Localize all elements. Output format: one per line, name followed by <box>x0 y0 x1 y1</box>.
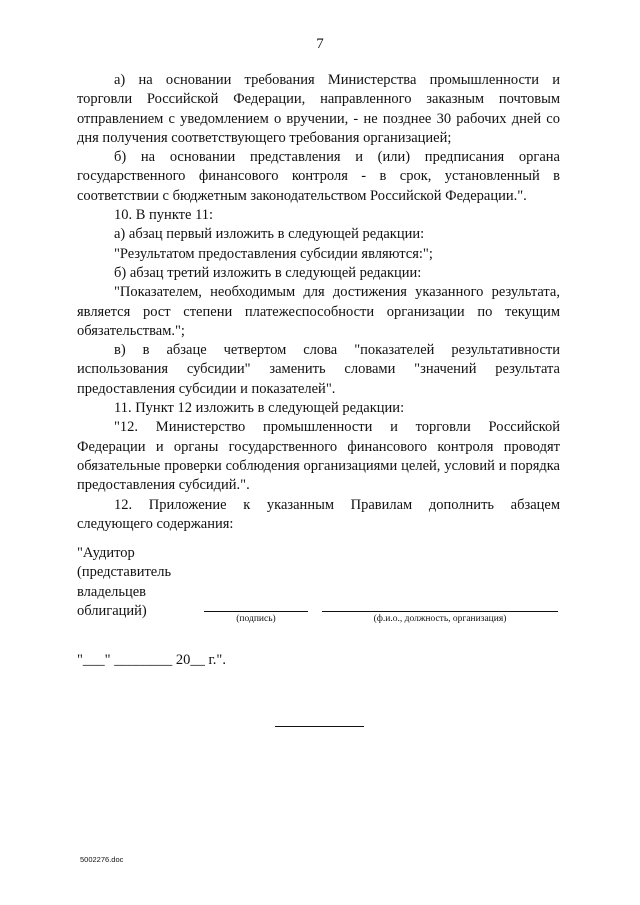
document-body <box>77 71 560 534</box>
end-divider <box>275 726 364 727</box>
paragraph-10-b: б) абзац третий изложить в следующей редакции: <box>114 264 422 281</box>
auditor-line: "Аудитор <box>77 545 135 561</box>
auditor-line: (представитель <box>77 564 172 581</box>
signature-line <box>204 611 308 612</box>
paragraph-point-10: 10. В пункте 11: <box>114 207 214 224</box>
paragraph-item-a: а) на основании требования Министерства промышленности и торговли Российской Федерации, направленного заказным почтовым отправлением с уведомлением о вручении, - не позднее 30 рабочих дней со дня получения соответствующего требования организацией; <box>77 72 560 146</box>
file-reference: 5002276.doc <box>80 855 124 864</box>
name-position-line <box>322 611 558 612</box>
date-line: "___" ________ 20__ г.". <box>77 652 226 668</box>
paragraph-point-11: 11. Пункт 12 изложить в следующей редакции: <box>114 400 405 417</box>
paragraph-10-b-text: "Показателем, необходимым для достижения указанного результата, является рост степени платежеспособности организации по текущим обязательствам."; <box>77 284 560 339</box>
signature-caption: (подпись) <box>236 614 276 624</box>
paragraph-10-a: а) абзац первый изложить в следующей редакции: <box>114 226 425 243</box>
name-position-caption: (ф.и.о., должность, организация) <box>373 614 507 624</box>
paragraph-point-12: 12. Приложение к указанным Правилам дополнить абзацем следующего содержания: <box>77 496 560 532</box>
auditor-line: владельцев <box>77 583 147 600</box>
paragraph-11-text: "12. Министерство промышленности и торговли Российской Федерации и органы государственного финансового контроля проводят обязательные проверки соблюдения организациями целей, условий и порядка предоставления субсидий.". <box>77 419 560 494</box>
paragraph-10-a-text: "Результатом предоставления субсидии являются:"; <box>114 245 433 262</box>
auditor-line: облигаций) <box>77 602 147 619</box>
paragraph-item-b: б) на основании представления и (или) предписания органа государственного финансового контроля - в срок, установленный в соответствии с бюджетным законодательством Российской Федерации.". <box>77 149 560 204</box>
auditor-label <box>77 544 197 621</box>
paragraph-10-c: в) в абзаце четвертом слова "показателей результативности использования субсидии" заменить словами "значений результата предоставления субсидии и показателей". <box>77 342 560 397</box>
page-number: 7 <box>316 36 324 52</box>
